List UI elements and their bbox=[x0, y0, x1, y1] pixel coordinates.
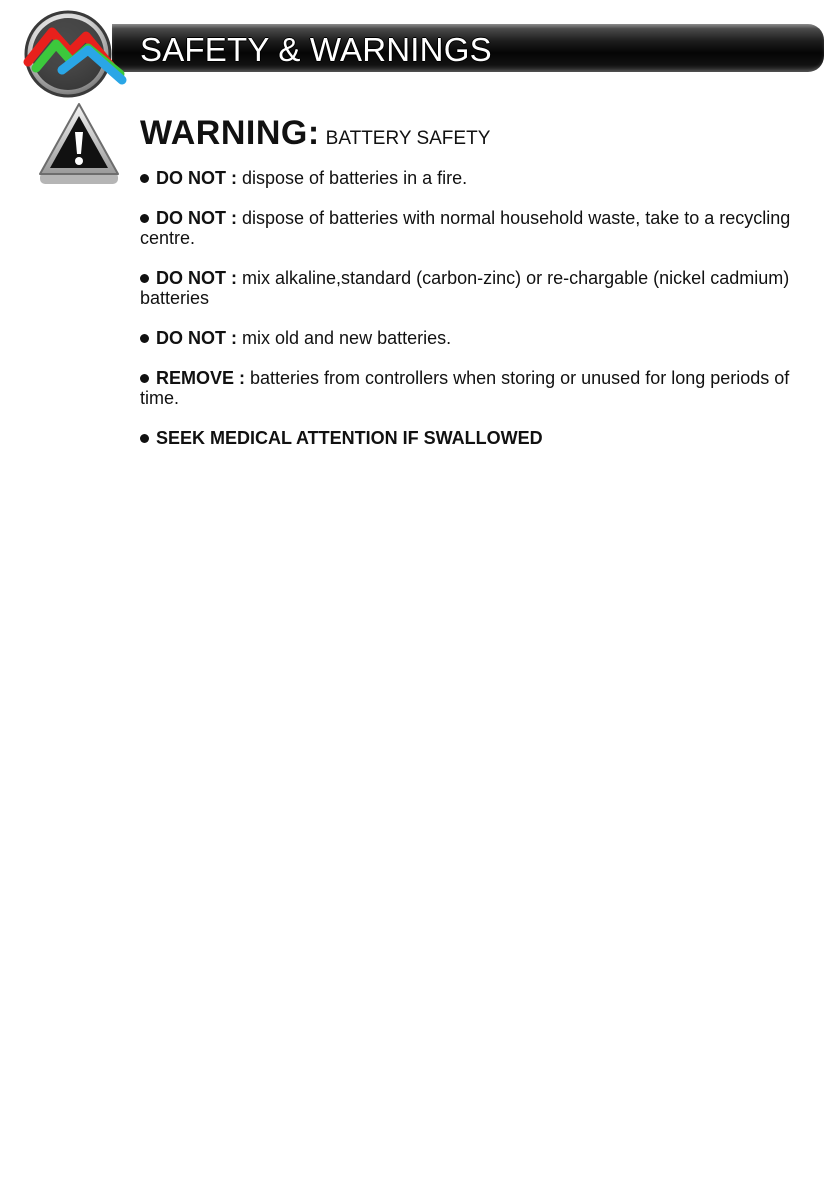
bullet-icon bbox=[140, 374, 149, 383]
warning-label: DO NOT : bbox=[156, 268, 237, 288]
warning-text: batteries from controllers when storing or unused for long periods of time. bbox=[140, 368, 790, 408]
warning-item-mix-types bbox=[140, 268, 810, 308]
warning-label: DO NOT : bbox=[156, 208, 237, 228]
bullet-icon bbox=[140, 174, 149, 183]
warning-item-swallowed bbox=[140, 428, 810, 448]
heading-warning-label: WARNING: bbox=[140, 114, 320, 152]
warning-label: DO NOT : bbox=[156, 168, 237, 188]
warning-item-remove bbox=[140, 368, 810, 408]
bullet-icon bbox=[140, 214, 149, 223]
warning-item-fire bbox=[140, 168, 810, 188]
warning-text: mix old and new batteries. bbox=[237, 328, 452, 348]
bullet-icon bbox=[140, 274, 149, 283]
warning-item-household-waste bbox=[140, 208, 810, 248]
warning-label: SEEK MEDICAL ATTENTION IF SWALLOWED bbox=[156, 428, 543, 448]
page-title: SAFETY & WARNINGS bbox=[140, 31, 492, 68]
section-heading bbox=[140, 114, 490, 153]
bullet-icon bbox=[140, 334, 149, 343]
bullet-icon bbox=[140, 434, 149, 443]
warning-item-old-new bbox=[140, 328, 810, 348]
warning-label: REMOVE : bbox=[156, 368, 246, 388]
warning-text: dispose of batteries with normal household waste, take to a recycling centre. bbox=[140, 208, 791, 248]
warning-triangle-icon bbox=[36, 100, 122, 188]
warning-label: DO NOT : bbox=[156, 328, 237, 348]
warning-text: mix alkaline,standard (carbon-zinc) or re-chargable (nickel cadmium) batteries bbox=[140, 268, 790, 308]
battery-warning-list bbox=[140, 168, 810, 468]
mountain-wave-logo-icon bbox=[22, 8, 128, 100]
heading-subtitle: BATTERY SAFETY bbox=[325, 128, 491, 149]
warning-text: dispose of batteries in a fire. bbox=[237, 168, 468, 188]
